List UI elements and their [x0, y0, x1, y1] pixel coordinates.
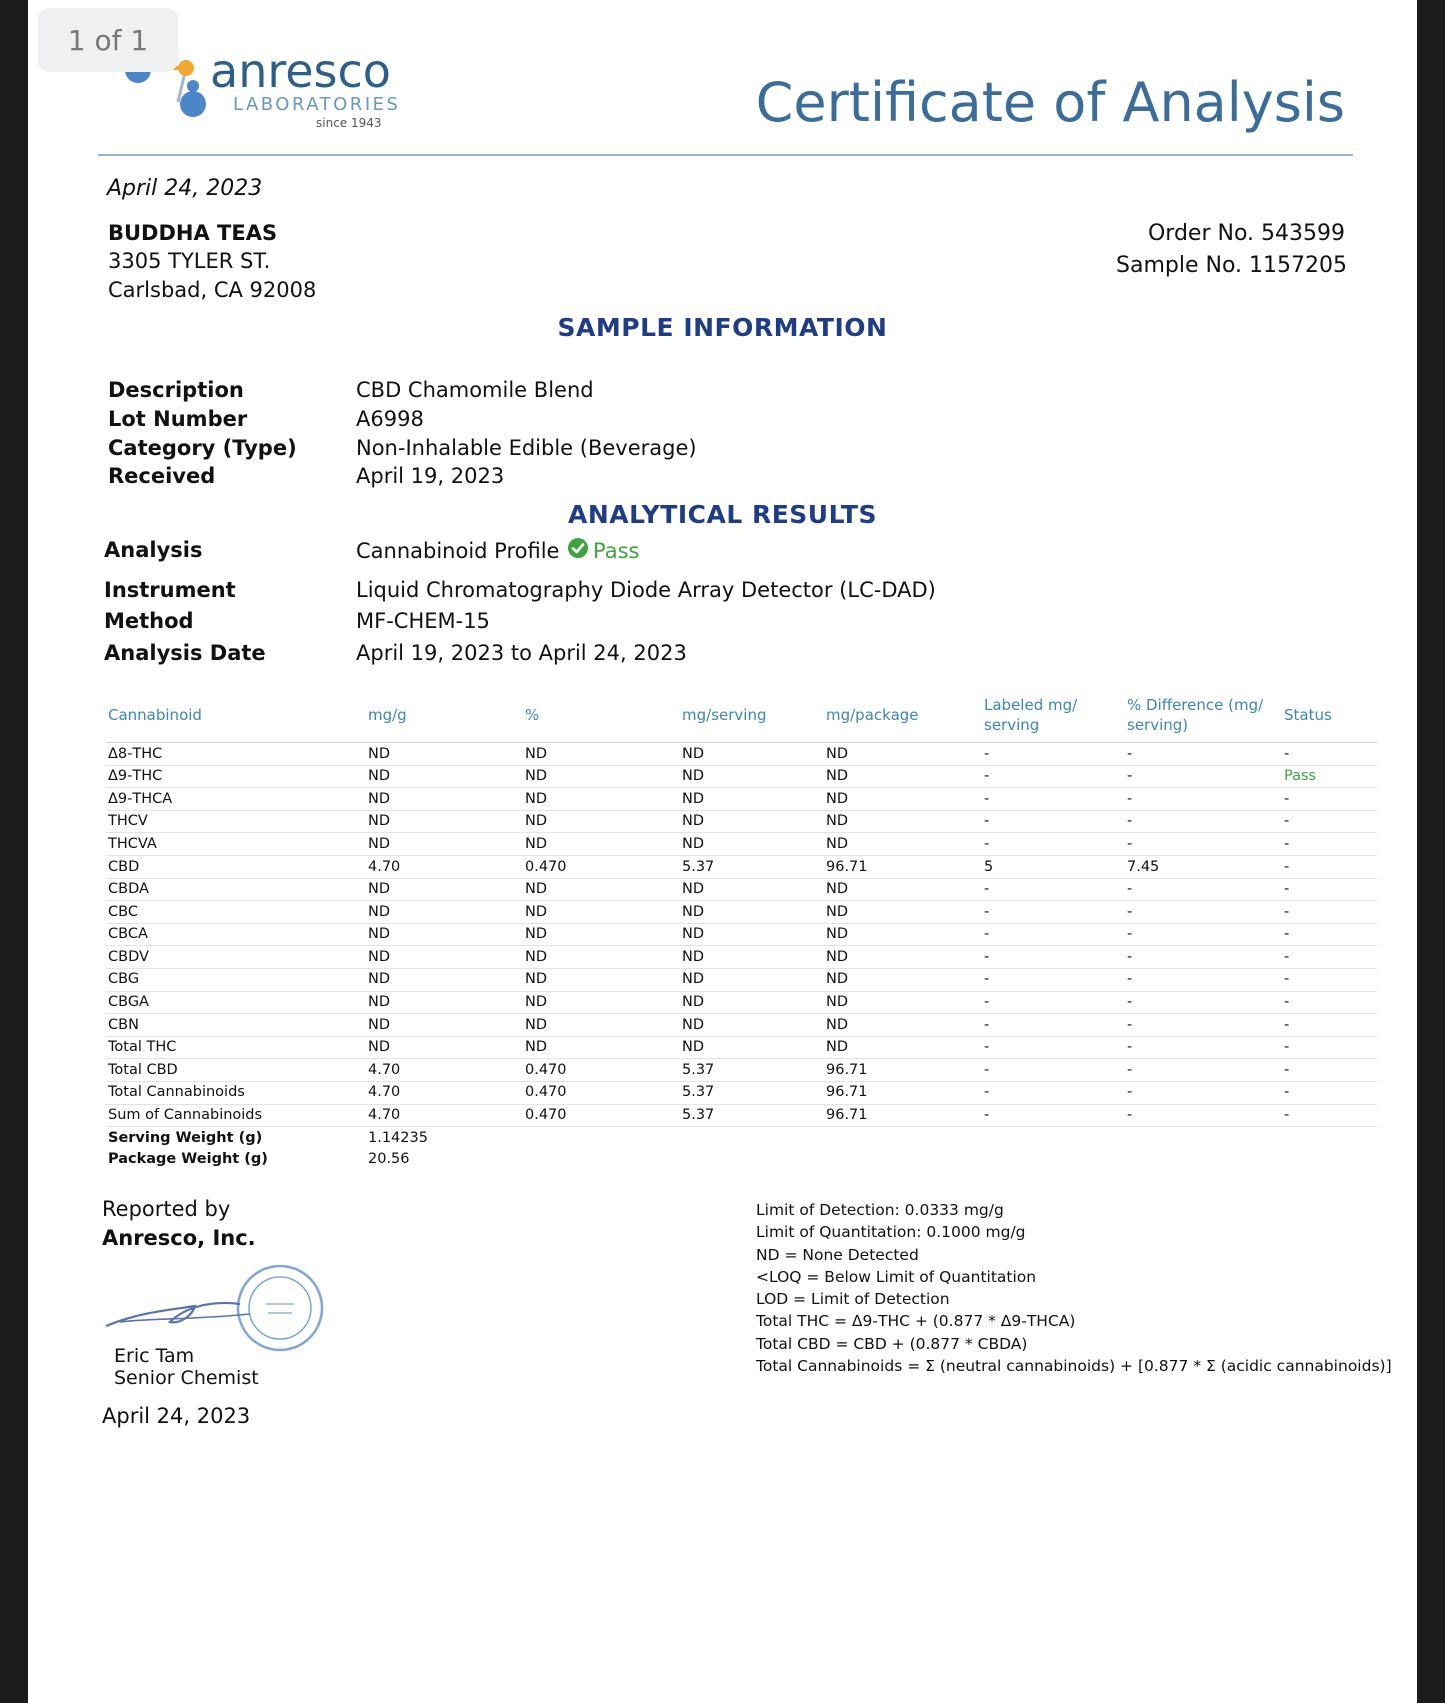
- table-cell: CBG: [106, 968, 366, 991]
- logo-since: since 1943: [316, 116, 382, 130]
- table-cell: 96.71: [824, 1104, 982, 1127]
- col-header-mg-package: mg/package: [824, 690, 982, 743]
- table-cell: 5: [982, 855, 1125, 878]
- table-cell: -: [1282, 968, 1377, 991]
- table-cell: ND: [523, 991, 680, 1014]
- header-divider: [98, 154, 1353, 156]
- table-cell: ND: [680, 878, 824, 901]
- client-name: BUDDHA TEAS: [108, 221, 278, 245]
- sample-label-received: Received: [108, 464, 216, 488]
- table-row: [106, 901, 1377, 924]
- table-cell: ND: [366, 765, 523, 788]
- sample-value-received: April 19, 2023: [356, 464, 505, 488]
- table-cell: ND: [824, 991, 982, 1014]
- table-cell: 96.71: [824, 855, 982, 878]
- sample-value-category: Non-Inhalable Edible (Beverage): [356, 436, 697, 460]
- cannabinoid-results-table: [106, 690, 1377, 1170]
- table-cell: -: [1282, 788, 1377, 811]
- table-row: [106, 878, 1377, 901]
- table-cell: -: [982, 1059, 1125, 1082]
- table-cell: ND: [523, 923, 680, 946]
- table-cell: 4.70: [366, 1059, 523, 1082]
- table-cell: ND: [366, 968, 523, 991]
- table-cell: 5.37: [680, 855, 824, 878]
- table-cell: -: [1125, 946, 1282, 969]
- table-cell: ND: [366, 833, 523, 856]
- table-cell: 0.470: [523, 1104, 680, 1127]
- note-line: LOD = Limit of Detection: [756, 1290, 950, 1309]
- table-cell: Δ8-THC: [106, 743, 366, 766]
- serving-weight-label: Serving Weight (g): [108, 1129, 263, 1146]
- table-cell: ND: [523, 833, 680, 856]
- table-cell: 96.71: [824, 1081, 982, 1104]
- table-cell: ND: [824, 878, 982, 901]
- signature-date: April 24, 2023: [102, 1404, 251, 1428]
- table-cell: ND: [366, 923, 523, 946]
- table-row: [106, 855, 1377, 878]
- package-weight-row: [106, 1149, 1377, 1171]
- table-cell: 7.45: [1125, 855, 1282, 878]
- table-cell: ND: [523, 765, 680, 788]
- table-cell: -: [1125, 923, 1282, 946]
- package-weight-label: Package Weight (g): [108, 1151, 268, 1168]
- table-cell: ND: [680, 743, 824, 766]
- note-line: Limit of Detection: 0.0333 mg/g: [756, 1201, 1004, 1219]
- table-cell: THCVA: [106, 833, 366, 856]
- table-cell: -: [1282, 1104, 1377, 1127]
- analysis-value: Cannabinoid Profile: [356, 539, 560, 563]
- table-cell: ND: [824, 765, 982, 788]
- table-cell: ND: [680, 946, 824, 969]
- table-row: [106, 1081, 1377, 1104]
- table-cell: -: [1125, 1081, 1282, 1104]
- sample-value-lot: A6998: [356, 407, 424, 431]
- table-row: [106, 1014, 1377, 1037]
- table-row: [106, 1036, 1377, 1059]
- table-cell: -: [1125, 810, 1282, 833]
- table-cell: ND: [366, 788, 523, 811]
- sample-label-category: Category (Type): [108, 436, 297, 460]
- table-cell: -: [1125, 901, 1282, 924]
- client-street: 3305 TYLER ST.: [108, 249, 271, 273]
- table-cell: ND: [523, 788, 680, 811]
- table-row: [106, 833, 1377, 856]
- table-cell: ND: [523, 946, 680, 969]
- pass-check-icon: [567, 537, 589, 559]
- table-cell: -: [982, 1081, 1125, 1104]
- table-cell: Total THC: [106, 1036, 366, 1059]
- table-cell: ND: [680, 923, 824, 946]
- definitions-notes: [756, 1199, 1392, 1377]
- analysis-date-label: Analysis Date: [104, 641, 266, 665]
- chemist-name: Eric Tam: [114, 1345, 195, 1367]
- table-row: [106, 1059, 1377, 1082]
- table-cell: ND: [366, 743, 523, 766]
- table-cell: ND: [824, 1014, 982, 1037]
- table-cell: -: [982, 901, 1125, 924]
- instrument-value: Liquid Chromatography Diode Array Detector (LC-DAD): [356, 578, 936, 602]
- table-cell: -: [982, 946, 1125, 969]
- table-row: [106, 923, 1377, 946]
- chemist-title: Senior Chemist: [114, 1367, 259, 1389]
- sample-label-lot: Lot Number: [108, 407, 248, 431]
- table-cell: ND: [523, 1036, 680, 1059]
- table-cell: -: [1282, 878, 1377, 901]
- instrument-label: Instrument: [104, 578, 236, 602]
- reported-by-label: Reported by: [102, 1197, 231, 1221]
- table-cell: ND: [824, 788, 982, 811]
- table-cell: ND: [366, 1014, 523, 1037]
- logo-subtitle: LABORATORIES: [233, 94, 401, 115]
- table-body: [106, 743, 1377, 1127]
- table-cell: CBDA: [106, 878, 366, 901]
- order-number: Order No. 543599: [1147, 221, 1345, 246]
- table-cell: -: [982, 1036, 1125, 1059]
- method-value: MF-CHEM-15: [356, 609, 490, 633]
- table-cell: ND: [366, 991, 523, 1014]
- table-cell: ND: [680, 1014, 824, 1037]
- table-cell: CBD: [106, 855, 366, 878]
- table-cell: ND: [824, 901, 982, 924]
- col-header-labeled: Labeled mg/ serving: [982, 690, 1125, 743]
- table-cell: Δ9-THC: [106, 765, 366, 788]
- table-cell: -: [1125, 1104, 1282, 1127]
- table-row: [106, 810, 1377, 833]
- table-cell: -: [982, 1014, 1125, 1037]
- table-cell: 5.37: [680, 1081, 824, 1104]
- table-cell: 0.470: [523, 1081, 680, 1104]
- table-cell: ND: [680, 833, 824, 856]
- table-cell: -: [1125, 833, 1282, 856]
- table-cell: ND: [680, 1036, 824, 1059]
- table-row: [106, 788, 1377, 811]
- table-cell: 0.470: [523, 855, 680, 878]
- col-header-cannabinoid: Cannabinoid: [106, 690, 366, 743]
- table-row: [106, 946, 1377, 969]
- table-cell: -: [982, 810, 1125, 833]
- table-cell: -: [1282, 1036, 1377, 1059]
- table-cell: -: [1125, 765, 1282, 788]
- note-line: <LOQ = Below Limit of Quantitation: [756, 1267, 1037, 1286]
- table-cell: 4.70: [366, 1104, 523, 1127]
- table-cell: -: [1125, 788, 1282, 811]
- col-header-status: Status: [1282, 690, 1377, 743]
- table-cell: ND: [366, 810, 523, 833]
- table-cell: ND: [366, 878, 523, 901]
- note-line: Total Cannabinoids = Σ (neutral cannabinoids) + [0.877 * Σ (acidic cannabinoids)]: [756, 1357, 1392, 1376]
- table-cell: ND: [523, 968, 680, 991]
- table-row: [106, 743, 1377, 766]
- serving-weight-value: 1.14235: [368, 1129, 428, 1146]
- table-cell: CBC: [106, 901, 366, 924]
- table-cell: -: [1125, 1014, 1282, 1037]
- note-line: Total CBD = CBD + (0.877 * CBDA): [756, 1334, 1028, 1353]
- table-cell: -: [1125, 743, 1282, 766]
- table-cell: -: [1282, 923, 1377, 946]
- table-cell: -: [1282, 1081, 1377, 1104]
- table-cell: ND: [366, 946, 523, 969]
- note-line: Total THC = Δ9-THC + (0.877 * Δ9-THCA): [756, 1312, 1076, 1331]
- table-cell: Total CBD: [106, 1059, 366, 1082]
- table-cell: ND: [523, 743, 680, 766]
- table-cell: ND: [824, 810, 982, 833]
- table-cell: -: [1282, 855, 1377, 878]
- table-cell: -: [982, 991, 1125, 1014]
- sample-label-description: Description: [108, 378, 244, 402]
- method-label: Method: [104, 609, 194, 633]
- table-row: [106, 765, 1377, 788]
- table-cell: ND: [680, 901, 824, 924]
- table-header-row: [106, 690, 1377, 743]
- sample-information-heading: SAMPLE INFORMATION: [557, 313, 888, 342]
- table-cell: -: [1125, 878, 1282, 901]
- table-cell: 0.470: [523, 1059, 680, 1082]
- table-cell: ND: [680, 765, 824, 788]
- table-cell: -: [982, 968, 1125, 991]
- document-page: [28, 0, 1417, 1703]
- col-header-difference: % Difference (mg/ serving): [1125, 690, 1282, 743]
- table-cell: ND: [523, 810, 680, 833]
- certificate-title: Certificate of Analysis: [755, 71, 1345, 134]
- note-line: Limit of Quantitation: 0.1000 mg/g: [756, 1223, 1026, 1242]
- table-cell: -: [1282, 810, 1377, 833]
- table-cell: ND: [824, 923, 982, 946]
- table-cell: ND: [523, 901, 680, 924]
- table-cell: ND: [523, 878, 680, 901]
- table-cell: -: [1282, 1014, 1377, 1037]
- logo-wordmark: anresco: [210, 44, 391, 98]
- table-cell: ND: [680, 991, 824, 1014]
- table-cell: -: [1282, 1059, 1377, 1082]
- page-indicator: 1 of 1: [38, 8, 178, 72]
- table-cell: 4.70: [366, 855, 523, 878]
- table-cell: ND: [824, 968, 982, 991]
- table-cell: 4.70: [366, 1081, 523, 1104]
- table-cell: THCV: [106, 810, 366, 833]
- table-cell: -: [982, 878, 1125, 901]
- table-cell: Δ9-THCA: [106, 788, 366, 811]
- table-cell: -: [1125, 968, 1282, 991]
- table-cell: -: [982, 765, 1125, 788]
- table-cell: ND: [366, 901, 523, 924]
- table-cell: -: [1282, 991, 1377, 1014]
- col-header-mg-serving: mg/serving: [680, 690, 824, 743]
- table-cell: 5.37: [680, 1059, 824, 1082]
- table-cell: ND: [824, 743, 982, 766]
- analysis-date-value: April 19, 2023 to April 24, 2023: [356, 641, 687, 665]
- analytical-results-heading: ANALYTICAL RESULTS: [568, 500, 877, 529]
- table-cell: Total Cannabinoids: [106, 1081, 366, 1104]
- analysis-label: Analysis: [104, 538, 203, 562]
- table-cell: ND: [824, 946, 982, 969]
- table-cell: ND: [680, 810, 824, 833]
- report-date: April 24, 2023: [107, 176, 263, 201]
- table-cell: ND: [680, 788, 824, 811]
- table-cell: Pass: [1282, 765, 1377, 788]
- table-cell: -: [1282, 946, 1377, 969]
- table-cell: -: [982, 923, 1125, 946]
- table-cell: 5.37: [680, 1104, 824, 1127]
- table-cell: CBDV: [106, 946, 366, 969]
- table-row: [106, 1104, 1377, 1127]
- col-header-percent: %: [523, 690, 680, 743]
- table-cell: ND: [824, 833, 982, 856]
- table-cell: ND: [680, 968, 824, 991]
- serving-weight-row: [106, 1127, 1377, 1149]
- note-line: ND = None Detected: [756, 1245, 919, 1264]
- table-cell: CBCA: [106, 923, 366, 946]
- table-cell: -: [982, 743, 1125, 766]
- table-cell: ND: [366, 1036, 523, 1059]
- client-city: Carlsbad, CA 92008: [108, 278, 317, 302]
- table-cell: 96.71: [824, 1059, 982, 1082]
- table-cell: -: [982, 788, 1125, 811]
- table-cell: ND: [523, 1014, 680, 1037]
- package-weight-value: 20.56: [368, 1151, 410, 1168]
- table-row: [106, 968, 1377, 991]
- table-cell: CBN: [106, 1014, 366, 1037]
- reporting-company: Anresco, Inc.: [102, 1226, 256, 1250]
- table-cell: -: [1282, 901, 1377, 924]
- table-cell: ND: [824, 1036, 982, 1059]
- table-cell: -: [1282, 743, 1377, 766]
- table-row: [106, 991, 1377, 1014]
- sample-value-description: CBD Chamomile Blend: [356, 378, 594, 402]
- table-cell: -: [1125, 1036, 1282, 1059]
- sample-number: Sample No. 1157205: [1116, 253, 1347, 278]
- analysis-status: Pass: [593, 539, 640, 563]
- col-header-mg-g: mg/g: [366, 690, 523, 743]
- table-cell: -: [982, 1104, 1125, 1127]
- table-cell: CBGA: [106, 991, 366, 1014]
- table-cell: -: [1282, 833, 1377, 856]
- table-cell: -: [982, 833, 1125, 856]
- table-cell: Sum of Cannabinoids: [106, 1104, 366, 1127]
- table-cell: -: [1125, 991, 1282, 1014]
- table-cell: -: [1125, 1059, 1282, 1082]
